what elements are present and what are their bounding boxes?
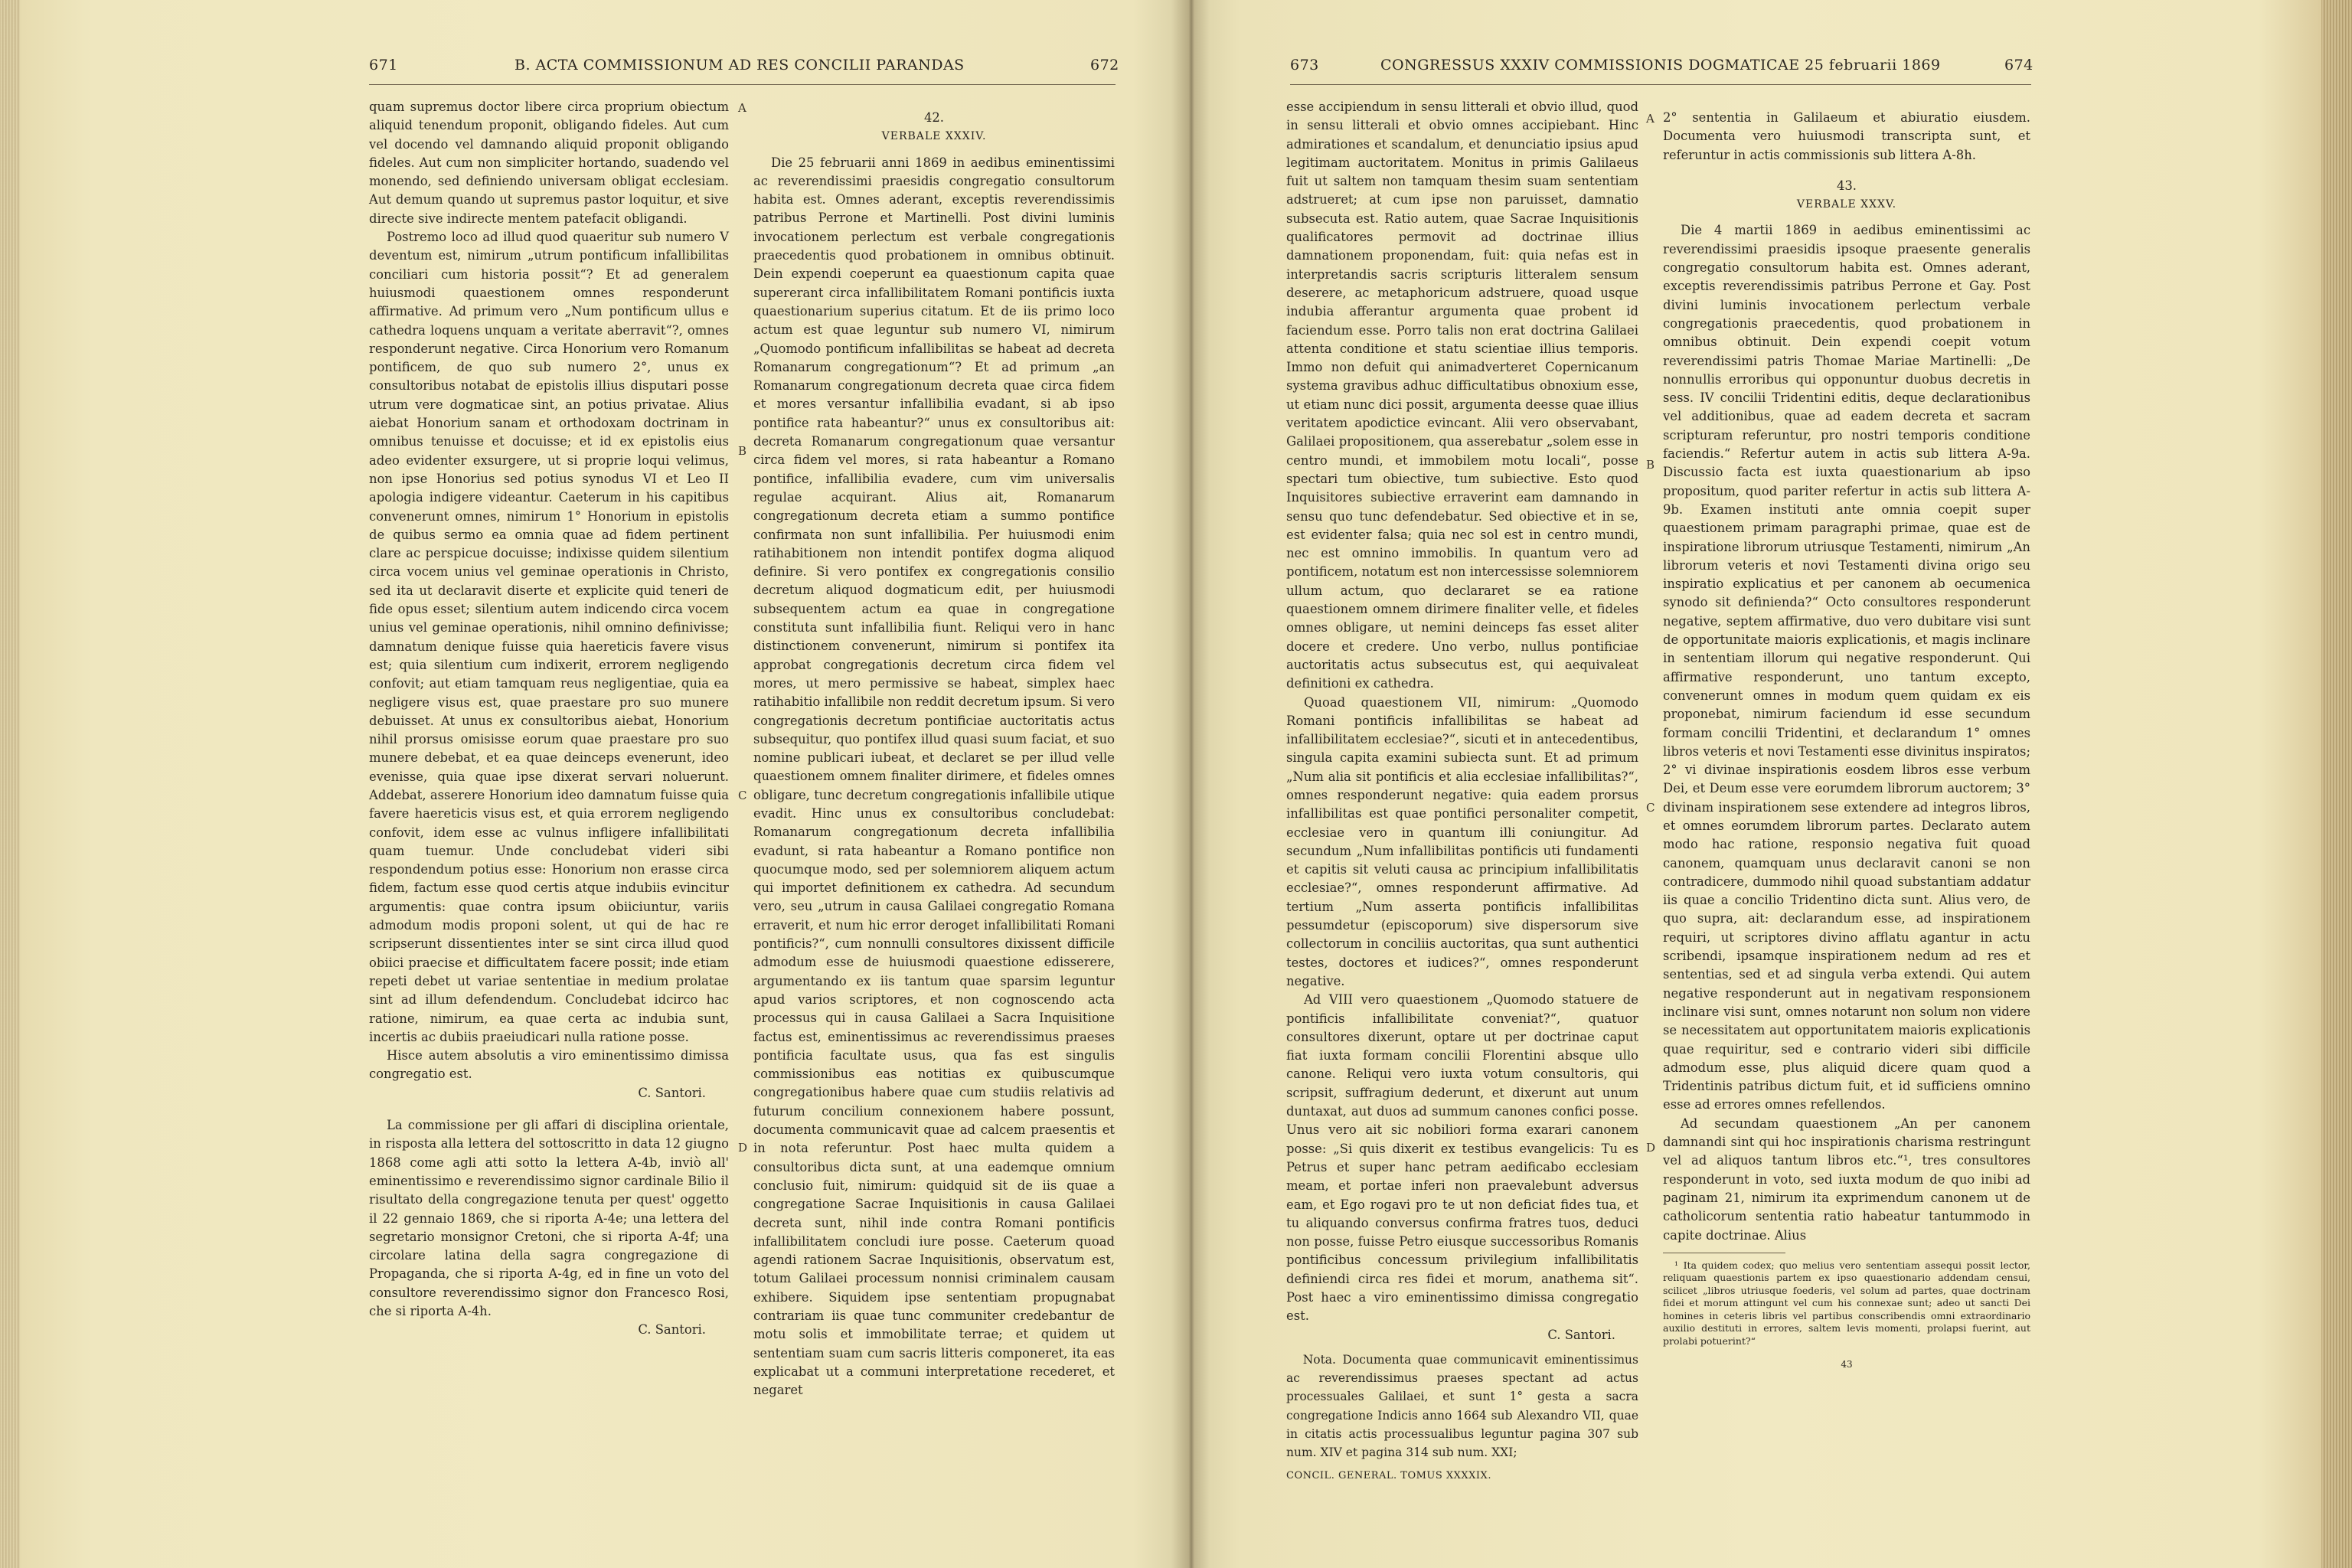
right-page-column-2 bbox=[1663, 98, 2030, 1374]
footnote-text: ¹ Ita quidem codex; quo melius vero sententiam assequi possit lector, reliquam quaestionis partem ex ipso quaestionario addendam censui, scilicet „libros utriusque foederis, vel solum ad partes, quae doctrinam fidei et morum attingunt vel cum his connexae sunt; adeo ut sancti Dei homines in ceteris libris vel partibus conscribendis omni extraordinario auxilio destituti in errores, saltem levis momenti, prolapsi fuerint, aut prolabi potuerint?“ bbox=[1663, 1259, 2030, 1347]
paragraph: Postremo loco ad illud quod quaeritur sub numero V deventum est, nimirum „utrum pontificum infallibilitas conciliari cum historia possit“? Et ad generalem huiusmodi quaestionem omnes responderunt affirmative. Ad primum vero „Num pontificum ullus e cathedra loquens unquam a veritate aberravit“?, omnes responderunt negative. Circa Honorium vero Romanum pontificem, de quo sub numero 2°, unus ex consultoribus notabat de epistolis illius disputari posse utrum vere dogmaticae sint, an potius privatae. Alius aiebat Honorium sanam et orthodoxam doctrinam in omnibus tenuisse et docuisse; et id ex epistolis eius adeo evidenter exsurgere, ut si proprie loqui velimus, non ipse Honorius sed potius synodus VI et Leo II apologia indigere videantur. Caeterum in his capitibus convenerunt omnes, nimirum 1° Honorium in epistolis de quibus sermo ea omnia quae ad fidem pertinent clare ac perspicue docuisse; indixisse quidem silentium circa vocem unius vel geminae operationis in Christo, sed ita ut declaravit diserte et explicite quid teneri de fide opus esset; silentium autem indicendo circa vocem unius vel geminae operationis, nihil omnino definivisse; damnatum denique fuisse quia haereticis favere visus est; quia silentium cum indixerit, errorem negligendo confovit; aut etiam tamquam reus negligentiae, quia ea negligere visus est, quae praestare pro suo munere debuisset. At unus ex consultoribus aiebat, Honorium nihil prorsus omisisse eorum quae praestare pro suo munere debebat, et ea quae deinceps evenerunt, ideo evenisse, quia quae ipse dixerat servari noluerunt. Addebat, asserere Honorium ideo damnatum fuisse quia favere haereticis visus est, et quia errorem negligendo confovit, idem esse ac vulnus infligere infallibilitati quam tuemur. Unde concludebat videri sibi respondendum potius esse: Honorium non erasse circa fidem, factum esse quod certis atque indubiis evincitur argumentis: quae contra ipsum obiiciuntur, variis admodum modis proponi solent, ut qui de hac re scripserunt dissentientes inter se sint circa illud quod obiici praecise et difficultatem facere possit; inde etiam repeti debet ut variae sententiae in medium prolatae sint ad illum defendendum. Concludebat idcirco hac ratione, nimirum, ea quae certa ac indubia sunt, incertis ac dubiis praeiudicari nulla ratione posse. bbox=[369, 230, 729, 1044]
margin-marker-c: C bbox=[1646, 801, 1655, 815]
footnote bbox=[1663, 1259, 2030, 1348]
page-edges-right bbox=[2321, 0, 2352, 1568]
section-number: 42. bbox=[923, 110, 945, 125]
volume-signature: CONCIL. GENERAL. TOMUS XXXXIX. bbox=[1286, 1469, 1491, 1481]
book-gutter bbox=[1171, 0, 1210, 1568]
left-page bbox=[0, 0, 1171, 1568]
margin-marker-a: A bbox=[738, 101, 746, 115]
paragraph: 2° sententia in Galilaeum et abiuratio eiusdem. Documenta vero huiusmodi transcripta sunt, et referuntur in actis commissionis sub littera A-8h. bbox=[1663, 110, 2030, 162]
margin-marker-b: B bbox=[738, 444, 747, 458]
nota-paragraph: Nota. Documenta quae communicavit eminentissimus ac reverendissimus praeses spectant ad actus processuales Galilaei, et sunt 1° gesta a sacra congregatione Indicis anno 1664 sub Alexandro VII, quae in citatis actis processualibus leguntur pagina 307 sub num. XIV et pagina 314 sub num. XXI; bbox=[1286, 1352, 1638, 1460]
signature: C. Santori. bbox=[1547, 1327, 1615, 1342]
right-page-column-1 bbox=[1286, 98, 1638, 1485]
paragraph: Ad VIII vero quaestionem „Quomodo statuere de pontificis infallibilitate conveniat?“, quatuor consultores dixerunt, optare ut per doctrinae caput fiat iuxta formam concilii Florentini absque ullo canone. Reliqui vero iuxta votum consultoris, qui scripsit, suffragium dederunt, et dixerunt aut unum duntaxat, aut duos ad summum canones confici posse. Unus vero ait sic nobiliori forma exarari canonem posse: „Si quis dixerit ex testibus evangelicis: Tu es Petrus et super hanc petram aedificabo ecclesiam meam, et portae inferi non praevalebunt adversus eam, et Ego rogavi pro te ut non deficiat fides tua, et tu aliquando conversus confirma fratres tuos, deduci non posse, fuisse Petro eiusque successoribus Romanis pontificibus concessum privilegium infallibilitatis definiendi circa res fidei et morum, anathema sit“. Post haec a viro eminentissimo dimissa congregatio est. bbox=[1286, 992, 1638, 1324]
paragraph: Die 4 martii 1869 in aedibus eminentissimi ac reverendissimi praesidis ipsoque praesente generalis congregatio consultorum habita est. Omnes aderant, exceptis reverendissimis patribus Perrone et Gay. Post divini luminis invocationem perlectum verbale congregationis praecedentis, quod probationem in omnibus obtinuit. Dein expendi coepit votum reverendissimi patris Thomae Mariae Martinelli: „De nonnullis erroribus qui opponuntur duobus decretis in sess. IV concilii Tridentini editis, deque declarationibus vel additionibus, quae ad eadem decreta et sacram scripturam referuntur, pro nostri temporis conditione faciendis.“ Refertur autem in actis sub littera A-9a. Discussio facta est iuxta quaestionarium ab ipso propositum, quod pariter refertur in actis sub littera A-9b. Examen instituti ante omnia coepit super quaestionem primam paragraphi primae, quae est de inspiratione librorum utriusque Testamenti, nimirum „An librorum veteris et novi Testamenti divina origo seu inspiratio explicatius et per canonem ab oecumenica synodo sit definienda?“ Octo consultores responderunt negative, septem affirmative, duo vero dubitare visi sunt de opportunitate maioris explicationis, et magis inclinare in sententiam illorum qui negative responderunt. Qui affirmative responderunt, uno tantum excepto, convenerunt omnes in modum quem quidam ex eis proponebat, nimirum faciendum id esse secundum formam concilii Tridentini, et declarandum 1° omnes libros veteris et novi Testamenti esse divinitus inspiratos; 2° vi divinae inspirationis eosdem libros esse verbum Dei, et Deum esse vere eorumdem librorum auctorem; 3° divinam inspirationem sese extendere ad integros libros, et omnes eorumdem librorum partes. Declarato autem modo hac ratione, responsio negativa fuit quoad canonem, quamquam unus declaravit canoni se non contradicere, dummodo nihil quoad substantiam addatur iis quae a concilio Tridentino dicta sunt. Alius vero, de quo supra, ait: declarandum esse, ad inspirationem requiri, ut scriptores divino afflatu agantur in actu scribendi, ipsamque inspirationem nedum ad res et sententias, sed et ad singula verba extendi. Qui autem negative responderunt aut in negativam responsionem inclinare visi sunt, omnes notarunt non solum non videre se necessitatem aut opportunitatem maioris explicationis quae requiritur, sed e contrario videri sibi difficile admodum esse, plus aliquid dicere quam quod a Tridentinis patribus dictum fuit, et id sufficiens omnino esse ad errores omnes refellendos. bbox=[1663, 223, 2030, 1112]
running-title-left: B. ACTA COMMISSIONUM AD RES CONCILII PARANDAS bbox=[514, 57, 965, 74]
page-number-674: 674 bbox=[2004, 57, 2034, 74]
margin-marker-a: A bbox=[1646, 112, 1655, 126]
right-page-header bbox=[1210, 57, 2320, 77]
section-heading: VERBALE XXXV. bbox=[1796, 198, 1897, 211]
italian-paragraph: La commissione per gli affari di disciplina orientale, in risposta alla lettera del sottoscritto in data 12 giugno 1868 come agli atti sotto la lettera A-4b, inviò all' eminentissimo e reverendissimo signor cardinale Bilio il risultato della congregazione tenuta per quest' oggetto il 22 gennaio 1869, che si riporta A-4e; una lettera del segretario monsignor Cretoni, che si riporta A-4f; una circolare latina della sagra congregazione di Propaganda, che si riporta A-4g, ed in fine un voto del consultore reverendissimo signor don Francesco Rosi, che si riporta A-4h. bbox=[369, 1118, 729, 1318]
paragraph: quam supremus doctor libere circa proprium obiectum aliquid tenendum proponit, obligando fideles. Aut cum vel docendo vel damnando aliquid proponit obligando fideles. Aut cum non simpliciter hortando, suadendo vel monendo, sed definiendo universam obligat ecclesiam. Aut demum quando ut supremus pastor loquitur, et sive directe sive indirecte mentem patefacit obligandi. bbox=[369, 100, 729, 226]
left-page-header bbox=[0, 57, 1171, 77]
page-number-672: 672 bbox=[1090, 57, 1119, 74]
header-rule-right bbox=[1290, 84, 2031, 85]
running-title-right: CONGRESSUS XXXIV COMMISSIONIS DOGMATICAE 25 februarii 1869 bbox=[1380, 57, 1941, 74]
section-number: 43. bbox=[1836, 178, 1857, 193]
section-heading: VERBALE XXXIV. bbox=[881, 130, 987, 143]
paragraph: Ad secundam quaestionem „An per canonem damnandi sint qui hoc inspirationis charisma restringunt vel ad aliquos tantum libros etc.“¹, tres consultores responderunt in voto, sed iuxta modum de quo inibi ad paginam 21, nimirum ita exprimendum canonem ut de catholicorum sententia ratio habeatur tantummodo in capite doctrinae. Alius bbox=[1663, 1116, 2030, 1243]
signature: C. Santori. bbox=[638, 1085, 706, 1100]
margin-marker-c: C bbox=[738, 789, 747, 802]
paragraph: esse accipiendum in sensu litterali et obvio illud, quod in sensu litterali et obvio omnes accipiebant. Hinc admirationes et scandalum, et denunciatio ipsius apud legitimam auctoritatem. Monitus in primis Galilaeus fuit ut saltem non tamquam thesim suam sententiam adstrueret; at cum ipse non paruisset, damnatio subsecuta est. Ratio autem, quae Sacrae Inquisitionis qualificatores permovit ad doctrinae illius damnationem proponendam, fuit: quia nefas est in interpretandis sacris scripturis litteralem sensum deserere, ac metaphoricum adstruere, quoad usque indubia afferantur argumenta quae probent id faciendum esse. Porro talis non erat doctrina Galilaei attenta conditione et statu scientiae illius temporis. Immo non defuit qui animadverteret Copernicanum systema gravibus adhuc difficultatibus obnoxium esse, ut etiam nunc dici possit, argumenta deesse quae illius veritatem apodictice evincant. Alii vero observabant, Galilaei propositionem, qua asserebatur „solem esse in centro mundi, et immobilem motu locali“, posse spectari tum obiective, tum subiective. Esto quod Inquisitores subiective erraverint eam damnando in sensu quo tunc defendebatur. Sed obiective et in se, est evidenter falsa; quia nec sol est in centro mundi, nec est omnino immobilis. In quantum vero ad pontificem, notatum est non intercessisse solemniorem ullum actum, quo declararet se ea ratione quaestionem omnem dirimere finaliter velle, et fideles omnes obligare, ut nemini deinceps fas esset aliter docere et credere. Uno verbo, nullus pontificiae auctoritatis actus subsecutus est, qui aequivaleat definitioni ex cathedra. bbox=[1286, 100, 1638, 691]
page-number-671: 671 bbox=[369, 57, 398, 74]
left-page-column-2 bbox=[753, 98, 1115, 1400]
paragraph: Hisce autem absolutis a viro eminentissimo dimissa congregatio est. bbox=[369, 1048, 729, 1082]
margin-marker-d: D bbox=[738, 1141, 748, 1155]
signature-mark: 43 bbox=[1841, 1359, 1853, 1370]
signature: C. Santori. bbox=[638, 1322, 706, 1338]
margin-marker-b: B bbox=[1646, 458, 1655, 472]
header-rule-left bbox=[369, 84, 1116, 85]
left-page-column-1 bbox=[369, 98, 729, 1340]
paragraph: Quoad quaestionem VII, nimirum: „Quomodo Romani pontificis infallibilitas se habeat ad infallibilitatem ecclesiae?“, sicuti et in antecedentibus, singula capita examini subiecta sunt. Et ad primum „Num alia sit pontificis et alia ecclesiae infallibilitas?“, omnes responderunt negative: quia eadem prorsus infallibilitas est quae pontifici personaliter competit, ecclesiae vero in quantum illi coniungitur. Ad secundum „Num infallibilitas pontificis uti fundamenti et capitis sit veluti causa ac principium infallibilitatis ecclesiae?“, omnes responderunt affirmative. Ad tertium „Num asserta pontificis infallibilitas pessumdetur (episcoporum) sive dispersorum sive collectorum in conciliis auctoritas, qua sunt authentici testes, doctores et iudices?“, omnes responderunt negative. bbox=[1286, 694, 1638, 988]
margin-marker-d: D bbox=[1646, 1141, 1656, 1155]
right-page bbox=[1210, 0, 2320, 1568]
page-number-673: 673 bbox=[1290, 57, 1319, 74]
paragraph: Die 25 februarii anni 1869 in aedibus eminentissimi ac reverendissimi praesidis congregatio consultorum habita est. Omnes aderant, exceptis reverendissimis patribus Perrone et Martinelli. Post divini luminis invocationem perlectum est verbale congregationis praecedentis quod probationem in omnibus obtinuit. Dein expendi coeperunt ea quaestionum capita quae supererant circa infallibilitatem Romani pontificis iuxta quaestionarium superius citatum. Et de iis primo loco actum est quae leguntur sub numero VI, nimirum „Quomodo pontificum infallibilitas se habeat ad decreta Romanarum congregationum“? Et ad primum „an Romanarum congregationum decreta quae circa fidem et mores versantur infallibilia evadant, si ab ipso pontifice rata habeantur?“ unus ex consultoribus ait: decreta Romanarum congregationum quae versantur circa fidem vel mores, si rata habeantur a Romano pontifice, infallibilia evadere, cum vim universalis regulae acquirant. Alius ait, Romanarum congregationum decreta etiam a summo pontifice confirmata non sunt infallibilia. Per huiusmodi enim ratihabitionem non intendit pontifex dogma aliquod definire. Si vero pontifex ex congregationis consilio decretum aliquod dogmaticum edit, per huiusmodi subsequentem actum ea quae in congregatione constituta sunt infallibilia fiunt. Reliqui vero in hanc distinctionem convenerunt, nimirum si pontifex ita approbat congregationis decretum circa fidem vel mores, ut mero permissive se habeat, simplex haec ratihabitio infallibile non reddit decretum ipsum. Si vero congregationis decretum pontificiae auctoritatis actus subsequitur, quo pontifex illud quasi suum faciat, et suo nomine publicari iubeat, et declaret se per illud velle quaestionem omnem finaliter dirimere, et fideles omnes obligare, tunc decretum congregationis infallibile utique evadit. Hinc unus ex consultoribus concludebat: Romanarum congregationum decreta infallibilia evadunt, si rata habeantur a Romano pontifice non quocumque modo, sed per solemniorem aliquem actum qui importet definitionem ex cathedra. Ad secundum vero, seu „utrum in causa Galilaei congregatio Romana erraverit, et num hic error deroget infallibilitati Romani pontificis?“, cum nonnulli consultores dixissent difficile admodum esse de huiusmodi quaestione edisserere, argumentando ex iis tantum quae sparsim leguntur apud varios scriptores, et non cognoscendo acta processus qui in causa Galilaei a Sacra Inquisitione factus est, eminentissimus ac reverendissimus praeses pontificia facultate usus, qua fas est singulis commissionibus eas notitias ex quibuscumque congregationibus habere quae cum studiis relativis ad futurum concilium connexionem habere possunt, documenta communicavit quae ad calcem praesentis et in nota referuntur. Post haec multa quidem a consultoribus dicta sunt, at una eademque omnium conclusio fuit, nimirum: quidquid sit de iis quae a congregatione Sacrae Inquisitionis in causa Galilaei decreta sunt, nihil inde contra Romani pontificis infallibilitatem concludi iure posse. Caeterum quoad agendi rationem Sacrae Inquisitionis, observatum est, totum Galilaei processum nonnisi criminalem causam exhibere. Siquidem ipse sententiam propugnabat contrariam iis quae tunc communiter credebantur de motu solis et immobilitate terrae; et quidem ut sententiam suam cum sacris litteris componeret, ita eas explicabat ut a communi interpretatione recederet, et negaret bbox=[753, 155, 1115, 1398]
